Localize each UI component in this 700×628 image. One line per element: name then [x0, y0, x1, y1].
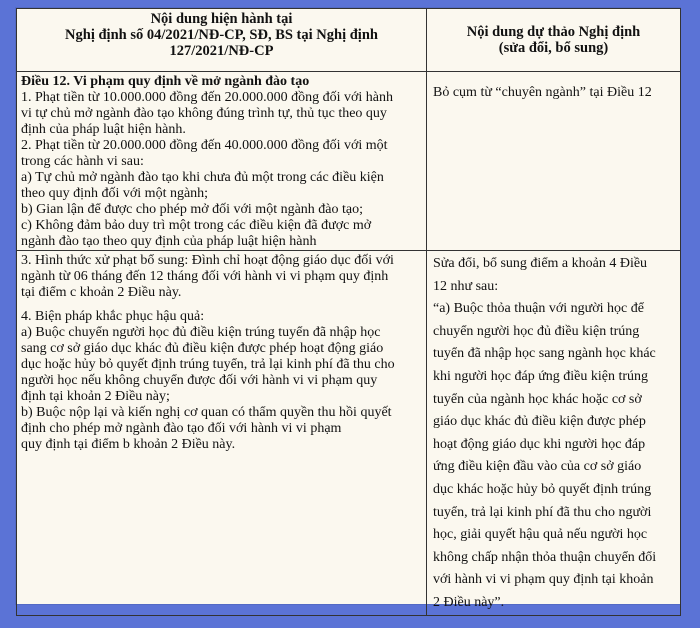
text-line: chuyển người học đủ điều kiện trúng: [433, 323, 640, 339]
text-line: vi tự chủ mở ngành đào tạo không đúng trình tự, thủ tục theo quy: [21, 106, 387, 121]
spacer: [21, 301, 422, 309]
text-line: ngành đào tạo theo quy định của pháp luật hiện hành: [21, 234, 317, 249]
text-line: “a) Buộc thỏa thuận với người học để: [433, 301, 644, 317]
text-line: c) Không đảm bảo duy trì một trong các điều kiện đã được mở: [21, 218, 372, 233]
text-line: tuyển của ngành học khác hoặc cơ sở: [433, 391, 642, 407]
header-current-content: [17, 9, 427, 72]
header-left-line: Nội dung hiện hành tại: [150, 11, 293, 27]
text-line: định của pháp luật hiện hành.: [21, 122, 186, 137]
text-line: dục hoặc hủy bỏ quyết định trúng tuyển, trả lại kinh phí đã thu cho: [21, 357, 395, 372]
text-line: trong các hành vi sau:: [21, 154, 144, 169]
document-frame: [16, 8, 680, 610]
text-line: với hành vi vi phạm quy định tại khoản: [433, 572, 654, 588]
text-line: sang cơ sở giáo dục khác đủ điều kiện được phép hoạt động giáo: [21, 341, 384, 356]
text-line: ngành từ 06 tháng đến 12 tháng đối với hành vi vi phạm quy định: [21, 269, 389, 284]
text-line: a) Buộc chuyển người học đủ điều kiện trúng tuyển đã nhập học: [21, 325, 381, 340]
header-right-line: Nội dung dự thảo Nghị định: [466, 24, 641, 40]
text-line: định tại khoản 2 Điều này;: [21, 389, 170, 404]
article-12-current: [17, 72, 427, 251]
text-line: giáo dục khác đủ điều kiện được phép: [433, 414, 646, 430]
table-row: [17, 251, 681, 616]
text-line: tại điểm c khoản 2 Điều này.: [21, 285, 182, 300]
text-line: định cho phép mở ngành đào tạo đối với hành vi vi phạm: [21, 421, 342, 436]
text-line: hoạt động giáo dục khi người học đáp: [433, 436, 646, 452]
header-left-line: Nghị định số 04/2021/NĐ-CP, SĐ, BS tại Nghị định: [65, 27, 378, 43]
text-line: 2. Phạt tiền từ 20.000.000 đồng đến 40.000.000 đồng đối với một: [21, 138, 388, 153]
article-12-current-continued: [17, 251, 427, 616]
text-line: theo quy định đối với một ngành;: [21, 186, 209, 201]
text-line: 3. Hình thức xử phạt bổ sung: Đình chỉ hoạt động giáo dục đối với: [21, 253, 394, 268]
article-title: Điều 12. Vi phạm quy định về mở ngành đào tạo: [21, 74, 310, 89]
text-line: ứng điều kiện đầu vào của cơ sở giáo: [433, 459, 642, 475]
text-line: 4. Biện pháp khắc phục hậu quả:: [21, 309, 205, 324]
comparison-table: [16, 8, 681, 616]
text-line: 12 như sau:: [433, 278, 499, 294]
amendment-draft: [427, 251, 681, 616]
text-line: học, giải quyết hậu quả nếu người học: [433, 527, 648, 543]
text-line: a) Tự chủ mở ngành đào tạo khi chưa đủ một trong các điều kiện: [21, 170, 384, 185]
draft-text: Bỏ cụm từ “chuyên ngành” tại Điều 12: [433, 85, 652, 100]
text-line: tuyển đã nhập học sang ngành học khác: [433, 346, 656, 362]
text-line: b) Gian lận để được cho phép mở đối với một ngành đào tạo;: [21, 202, 364, 217]
header-left-line: 127/2021/NĐ-CP: [169, 43, 274, 59]
header-draft-content: [427, 9, 681, 72]
text-line: khi người học đáp ứng điều kiện trúng: [433, 368, 649, 384]
text-line: b) Buộc nộp lại và kiến nghị cơ quan có thẩm quyền thu hồi quyết: [21, 405, 392, 420]
text-line: người học nếu không chuyển được đối với hành vi vi phạm quy: [21, 373, 378, 388]
text-line: dục khác hoặc hủy bỏ quyết định trúng: [433, 481, 652, 497]
header-right-line: (sửa đổi, bổ sung): [498, 40, 609, 56]
table-header-row: [17, 9, 681, 72]
text-line: Sửa đổi, bổ sung điểm a khoản 4 Điều: [433, 256, 648, 271]
text-line: 1. Phạt tiền từ 10.000.000 đồng đến 20.000.000 đồng đối với hành: [21, 90, 393, 105]
text-line: quy định tại điểm b khoản 2 Điều này.: [21, 437, 236, 452]
text-line: tuyển, trả lại kinh phí đã thu cho người: [433, 504, 652, 520]
article-12-draft: [427, 72, 681, 251]
table-row: [17, 72, 681, 251]
text-line: 2 Điều này”.: [433, 594, 505, 610]
text-line: không chấp nhận thỏa thuận chuyển đổi: [433, 549, 657, 565]
